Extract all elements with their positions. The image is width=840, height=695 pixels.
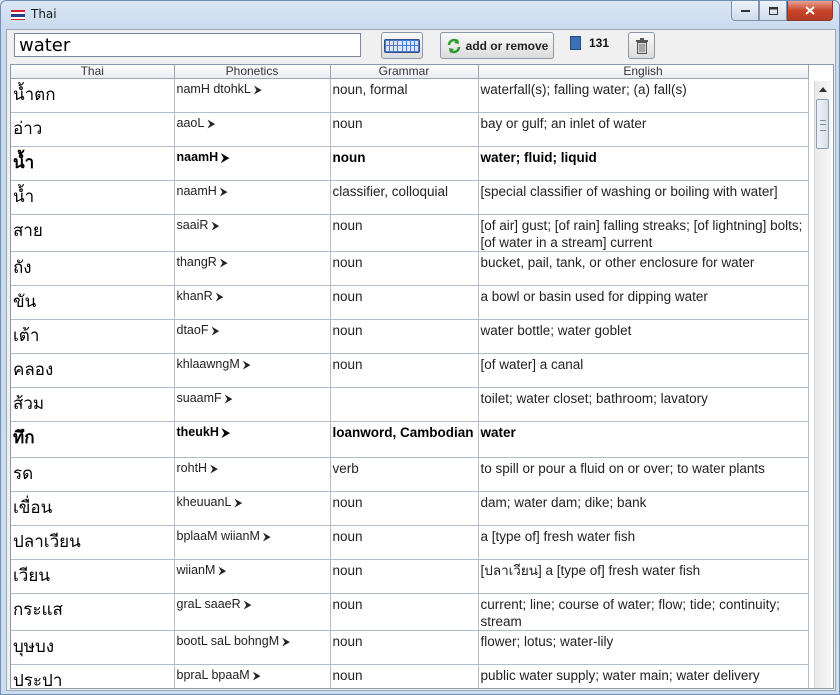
thai-flag-icon: [11, 10, 25, 20]
cell-grammar: [330, 422, 478, 458]
cell-english: [478, 388, 808, 422]
cell-grammar: [330, 286, 478, 320]
cell-grammar-text: noun: [332, 255, 363, 270]
table-row[interactable]: [11, 422, 808, 458]
cell-phonetics: [174, 252, 330, 286]
cell-phonetics: [174, 422, 330, 458]
cell-phonetics-text: dtaoF: [176, 323, 209, 337]
cell-english: [478, 215, 808, 252]
table-row[interactable]: [11, 631, 808, 665]
play-audio-icon[interactable]: ⮞: [207, 118, 216, 130]
play-audio-icon[interactable]: ⮞: [253, 84, 262, 96]
cell-grammar: [330, 354, 478, 388]
column-header-grammar[interactable]: Grammar: [330, 65, 478, 79]
cell-phonetics-text: wiianM: [176, 563, 216, 577]
cell-thai: [11, 594, 174, 631]
cell-thai-text: เขื่อน: [13, 498, 53, 518]
cell-grammar: [330, 665, 478, 690]
results-table: [10, 64, 834, 689]
cell-grammar-text: noun: [332, 218, 363, 233]
cell-thai-text: ส้วม: [13, 394, 45, 414]
scroll-up-button[interactable]: [815, 81, 831, 97]
table-row[interactable]: [11, 147, 808, 181]
play-audio-icon[interactable]: ⮞: [219, 257, 228, 269]
table-row[interactable]: [11, 286, 808, 320]
toolbar: [7, 30, 835, 64]
cell-grammar-text: verb: [332, 461, 359, 476]
cell-phonetics: [174, 79, 330, 113]
play-audio-icon[interactable]: ⮞: [221, 152, 230, 164]
cell-english-text: a [type of] fresh water fish: [480, 529, 636, 544]
cell-grammar: [330, 492, 478, 526]
cell-grammar-text: noun: [332, 116, 363, 131]
cell-phonetics: [174, 286, 330, 320]
table-row[interactable]: [11, 388, 808, 422]
keyboard-button[interactable]: [381, 32, 423, 59]
cell-thai: [11, 113, 174, 147]
play-audio-icon[interactable]: ⮞: [221, 427, 230, 439]
column-header-thai[interactable]: Thai: [11, 65, 174, 79]
cell-english-text: water bottle; water goblet: [480, 323, 632, 338]
cell-thai-text: อ่าว: [13, 119, 43, 139]
cell-phonetics: [174, 215, 330, 252]
cell-grammar: [330, 252, 478, 286]
trash-icon: [636, 38, 648, 54]
cell-english: [478, 252, 808, 286]
cell-phonetics-text: naamH: [176, 150, 219, 164]
cell-phonetics: [174, 458, 330, 492]
cell-thai: [11, 354, 174, 388]
cell-phonetics-text: rohtH: [176, 461, 208, 475]
cell-phonetics: [174, 526, 330, 560]
play-audio-icon[interactable]: ⮞: [252, 670, 261, 682]
cell-thai-text: น้ำ: [13, 153, 35, 173]
minimize-button[interactable]: [731, 1, 759, 21]
play-audio-icon[interactable]: ⮞: [224, 393, 233, 405]
maximize-icon: [769, 7, 778, 15]
cell-thai: [11, 79, 174, 113]
cell-thai-text: เต้า: [13, 326, 40, 346]
cell-english: [478, 631, 808, 665]
cell-thai: [11, 388, 174, 422]
play-audio-icon[interactable]: ⮞: [215, 291, 224, 303]
cell-english-text: a bowl or basin used for dipping water: [480, 289, 708, 304]
table-row[interactable]: [11, 215, 808, 252]
close-button[interactable]: [787, 1, 833, 21]
table-header: [11, 65, 808, 79]
trash-button[interactable]: [628, 32, 655, 59]
cell-grammar-text: loanword, Cambodian: [332, 425, 474, 440]
cell-grammar: [330, 388, 478, 422]
cell-grammar-text: noun: [332, 668, 363, 683]
table-row[interactable]: [11, 354, 808, 388]
maximize-button[interactable]: [759, 1, 787, 21]
cell-english: [478, 286, 808, 320]
cell-thai-text: บุษบง: [13, 637, 55, 657]
window-title: Thai: [31, 7, 57, 21]
add-remove-button[interactable]: [440, 32, 554, 59]
cell-phonetics: [174, 594, 330, 631]
minimize-icon: [741, 9, 750, 12]
cell-thai-text: รด: [13, 464, 34, 484]
cell-grammar-text: noun: [332, 357, 363, 372]
search-input[interactable]: [14, 33, 361, 57]
cell-grammar: [330, 181, 478, 215]
cell-english-text: waterfall(s); falling water; (a) fall(s): [480, 82, 687, 97]
play-audio-icon[interactable]: ⮞: [262, 531, 271, 543]
cell-phonetics-text: naamH: [176, 184, 217, 198]
cell-phonetics-text: thangR: [176, 255, 217, 269]
entry-count-value: 131: [589, 36, 610, 50]
refresh-icon: [446, 38, 462, 54]
cell-thai: [11, 458, 174, 492]
cell-phonetics-text: saaiR: [176, 218, 209, 232]
cell-english: [478, 181, 808, 215]
cell-english-text: dam; water dam; dike; bank: [480, 495, 647, 510]
cell-grammar-text: classifier, colloquial: [332, 184, 449, 199]
cell-phonetics-text: namH dtohkL: [176, 82, 251, 96]
cell-thai-text: ถัง: [13, 258, 32, 278]
cell-phonetics: [174, 492, 330, 526]
main-panel: [6, 29, 836, 691]
table-row[interactable]: [11, 594, 808, 631]
cell-english-text: to spill or pour a fluid on or over; to water plants: [480, 461, 765, 476]
table-row[interactable]: [11, 320, 808, 354]
table-row[interactable]: [11, 665, 808, 690]
cell-grammar: [330, 526, 478, 560]
cell-thai-text: น้ำ: [13, 187, 35, 207]
table-row[interactable]: [11, 526, 808, 560]
cell-thai: [11, 286, 174, 320]
cell-grammar: [330, 594, 478, 631]
cell-thai-text: ปลาเวียน: [13, 532, 81, 552]
cell-phonetics-text: suaamF: [176, 391, 222, 405]
cell-thai: [11, 492, 174, 526]
cell-english: [478, 113, 808, 147]
table-row[interactable]: [11, 79, 808, 113]
cell-grammar-text: noun: [332, 289, 363, 304]
cell-grammar-text: noun: [332, 597, 363, 612]
cell-grammar-text: noun: [332, 634, 363, 649]
cell-phonetics: [174, 320, 330, 354]
table-row[interactable]: [11, 181, 808, 215]
cell-thai-text: น้ำตก: [13, 85, 56, 105]
cell-english-text: flower; lotus; water-lily: [480, 634, 614, 649]
cell-thai: [11, 215, 174, 252]
table-row[interactable]: [11, 458, 808, 492]
cell-thai: [11, 526, 174, 560]
cell-grammar: [330, 113, 478, 147]
cell-english-text: [ปลาเวียน] a [type of] fresh water fish: [480, 563, 701, 578]
cell-phonetics: [174, 113, 330, 147]
cell-thai-text: กระแส: [13, 600, 63, 620]
table-row[interactable]: [11, 492, 808, 526]
keyboard-icon: [384, 39, 420, 53]
column-header-phonetics[interactable]: Phonetics: [174, 65, 330, 79]
cell-phonetics-text: khanR: [176, 289, 213, 303]
cell-phonetics-text: bplaaM wiianM: [176, 529, 260, 543]
cell-english: [478, 458, 808, 492]
cell-english-text: current; line; course of water; flow; tide; continuity; stream: [480, 597, 780, 629]
play-audio-icon[interactable]: ⮞: [234, 497, 243, 509]
cell-grammar-text: noun: [332, 529, 363, 544]
cell-english-text: [special classifier of washing or boiling with water]: [480, 184, 778, 199]
cell-phonetics-text: khlaawngM: [176, 357, 240, 371]
close-icon: [805, 6, 815, 15]
cell-phonetics: [174, 354, 330, 388]
cell-english-text: bucket, pail, tank, or other enclosure for water: [480, 255, 755, 270]
cell-thai-text: ขัน: [13, 292, 37, 312]
cell-english: [478, 526, 808, 560]
cell-phonetics-text: graL saaeR: [176, 597, 241, 611]
cell-grammar: [330, 320, 478, 354]
cell-thai: [11, 252, 174, 286]
title-bar[interactable]: [1, 1, 839, 29]
cell-grammar: [330, 147, 478, 181]
cell-thai-text: สาย: [13, 221, 43, 241]
cell-english: [478, 560, 808, 594]
cell-grammar-text: noun: [332, 563, 363, 578]
cell-phonetics: [174, 560, 330, 594]
cell-phonetics-text: kheuuanL: [176, 495, 232, 509]
table-row[interactable]: [11, 113, 808, 147]
cell-phonetics-text: aaoL: [176, 116, 205, 130]
cell-phonetics-text: theukH: [176, 425, 219, 439]
play-audio-icon[interactable]: ⮞: [219, 186, 228, 198]
book-icon: [570, 36, 581, 50]
cell-grammar-text: noun, formal: [332, 82, 408, 97]
cell-thai: [11, 181, 174, 215]
cell-english: [478, 354, 808, 388]
play-audio-icon[interactable]: ⮞: [242, 359, 251, 371]
play-audio-icon[interactable]: ⮞: [282, 636, 291, 648]
column-header-english[interactable]: English: [478, 65, 808, 79]
entry-count: [570, 36, 609, 50]
cell-thai: [11, 147, 174, 181]
cell-thai: [11, 422, 174, 458]
cell-english: [478, 492, 808, 526]
cell-phonetics: [174, 631, 330, 665]
scroll-up-arrow-icon: [819, 87, 827, 92]
cell-grammar-text: noun: [332, 150, 366, 165]
cell-grammar-text: noun: [332, 495, 363, 510]
cell-english: [478, 594, 808, 631]
play-audio-icon[interactable]: ⮞: [218, 565, 227, 577]
cell-english-text: water: [480, 425, 516, 440]
cell-thai-text: ประปา: [13, 671, 63, 689]
play-audio-icon[interactable]: ⮞: [211, 220, 220, 232]
cell-thai-text: คลอง: [13, 360, 54, 380]
cell-english-text: [of water] a canal: [480, 357, 584, 372]
vertical-scrollbar[interactable]: [814, 81, 831, 688]
cell-grammar: [330, 215, 478, 252]
cell-english: [478, 320, 808, 354]
cell-english: [478, 79, 808, 113]
play-audio-icon[interactable]: ⮞: [211, 325, 220, 337]
table-row[interactable]: [11, 560, 808, 594]
cell-english-text: bay or gulf; an inlet of water: [480, 116, 647, 131]
cell-thai: [11, 665, 174, 690]
cell-thai-text: ทึก: [13, 428, 35, 448]
cell-thai-text: เวียน: [13, 566, 50, 586]
scrollbar-thumb[interactable]: [816, 99, 829, 149]
cell-grammar: [330, 631, 478, 665]
cell-english-text: [of air] gust; [of rain] falling streaks; [of lightning] bolts; [of water in a stream] current: [480, 218, 803, 250]
cell-grammar: [330, 79, 478, 113]
cell-thai: [11, 631, 174, 665]
cell-thai: [11, 560, 174, 594]
cell-phonetics: [174, 147, 330, 181]
cell-grammar: [330, 458, 478, 492]
table-row[interactable]: [11, 252, 808, 286]
cell-grammar-text: noun: [332, 323, 363, 338]
cell-phonetics: [174, 181, 330, 215]
play-audio-icon[interactable]: ⮞: [210, 463, 219, 475]
cell-english: [478, 665, 808, 690]
cell-phonetics-text: bootL saL bohngM: [176, 634, 280, 648]
cell-english-text: toilet; water closet; bathroom; lavatory: [480, 391, 708, 406]
cell-phonetics: [174, 665, 330, 690]
cell-phonetics-text: bpraL bpaaM: [176, 668, 250, 682]
cell-phonetics: [174, 388, 330, 422]
cell-thai: [11, 320, 174, 354]
cell-english: [478, 422, 808, 458]
cell-english-text: water; fluid; liquid: [480, 150, 597, 165]
cell-english: [478, 147, 808, 181]
cell-grammar: [330, 560, 478, 594]
add-remove-label: add or remove: [465, 38, 549, 53]
play-audio-icon[interactable]: ⮞: [243, 599, 252, 611]
cell-english-text: public water supply; water main; water delivery: [480, 668, 760, 683]
